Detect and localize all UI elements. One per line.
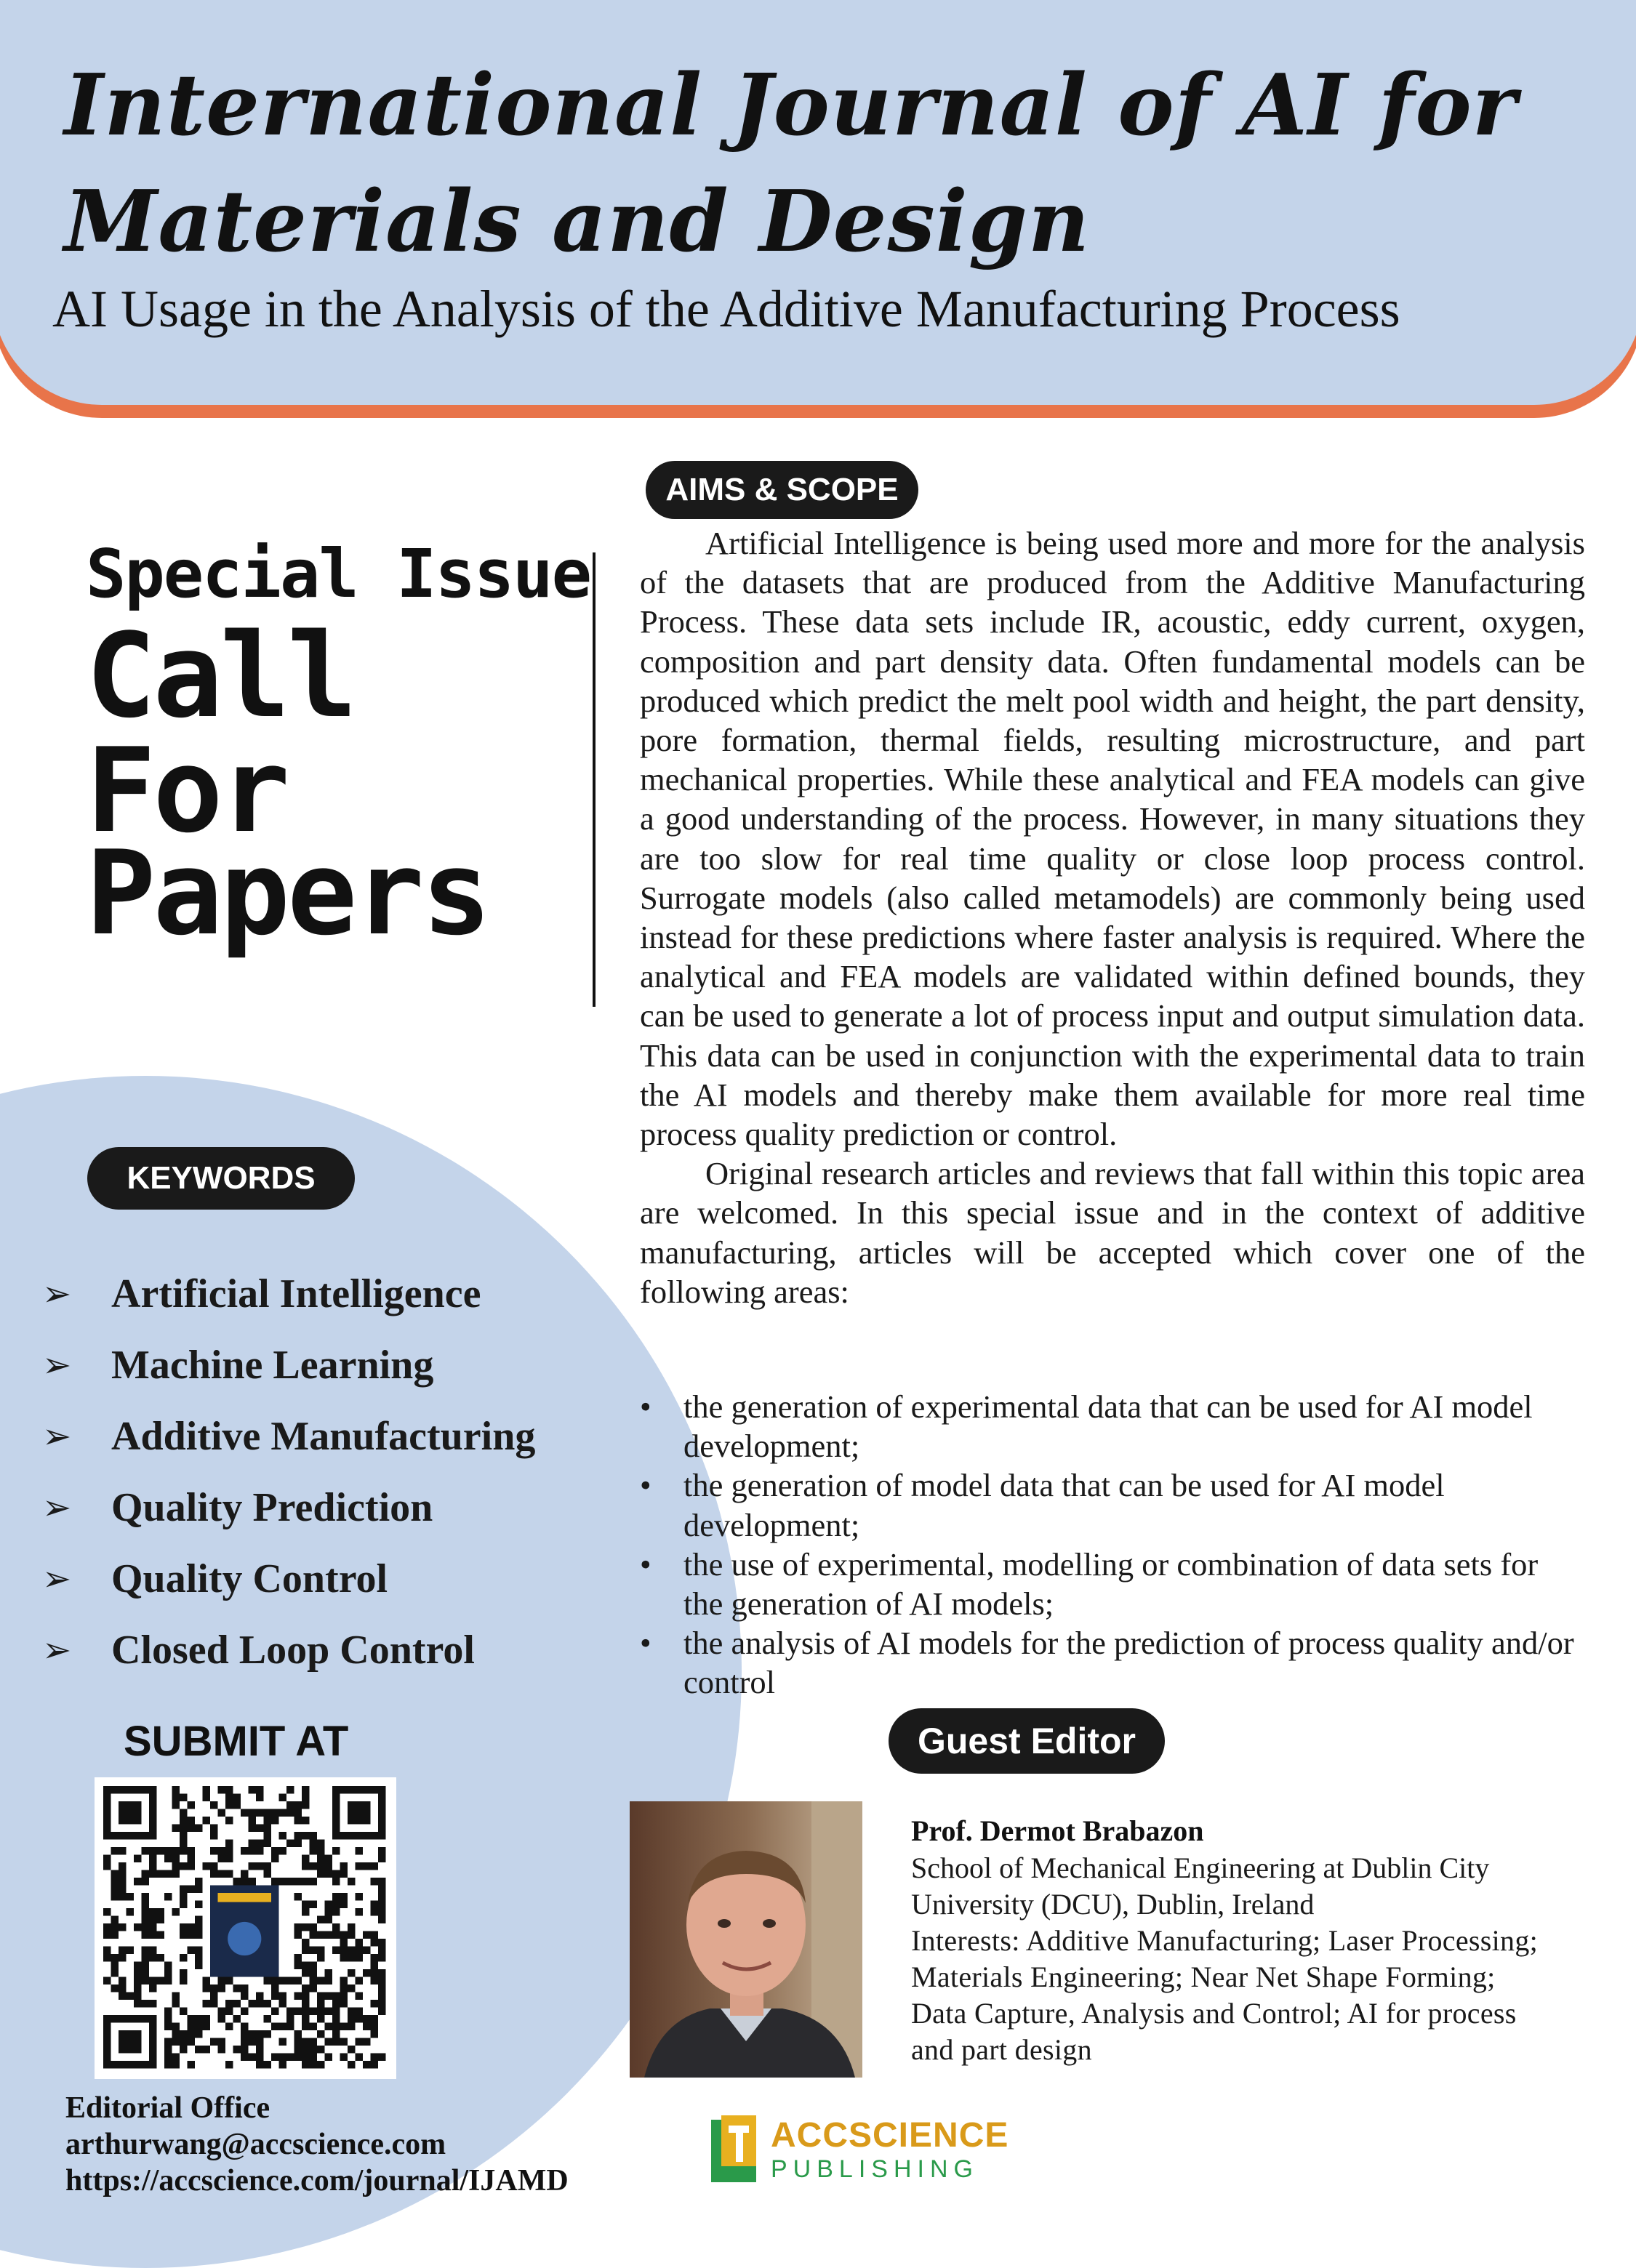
- submit-at-label: SUBMIT AT: [124, 1718, 349, 1765]
- keyword-item: [42, 1550, 535, 1621]
- keyword-item: [42, 1336, 535, 1407]
- editorial-email-link[interactable]: arthurwang@accscience.com: [65, 2128, 446, 2161]
- list-item: • the generation of experimental data that can be used for AI model development;: [640, 1387, 1585, 1465]
- editor-photo: [630, 1801, 862, 2078]
- keyword-label: Closed Loop Control: [111, 1628, 475, 1673]
- aims-paragraph-2: Original research articles and reviews that fall within this topic area are welcomed. In this special issue and in the context of additive manufacturing, articles will be accepted which cover one of the following areas:: [640, 1155, 1585, 1310]
- cfp-call: Call: [86, 608, 355, 744]
- journal-title: [64, 47, 1555, 280]
- publisher-name: ACCSCIENCE: [771, 2116, 1009, 2155]
- arrow-bullet-icon: ➢: [42, 1274, 72, 1314]
- topic-areas-list: [640, 1387, 1585, 1702]
- aims-scope-pill: AIMS & SCOPE: [646, 461, 918, 519]
- keywords-pill: KEYWORDS: [87, 1147, 355, 1210]
- arrow-bullet-icon: ➢: [42, 1345, 72, 1386]
- guest-editor-pill: Guest Editor: [889, 1708, 1165, 1774]
- keyword-label: Machine Learning: [111, 1343, 434, 1388]
- list-item: • the generation of model data that can be used for AI model development;: [640, 1465, 1585, 1544]
- editor-interests: Interests: Additive Manufacturing; Laser Processing; Materials Engineering; Near Net Shape Forming; Data Capture, Analysis and Control; AI for process and part design: [911, 1924, 1539, 2066]
- list-item: • the analysis of AI models for the prediction of process quality and/or control: [640, 1623, 1585, 1702]
- editorial-office: [65, 2090, 569, 2199]
- aims-scope-body: [640, 523, 1585, 1311]
- editor-affiliation: School of Mechanical Engineering at Dublin City University (DCU), Dublin, Ireland: [911, 1851, 1490, 1921]
- editorial-heading: Editorial Office: [65, 2091, 270, 2125]
- arrow-bullet-icon: ➢: [42, 1416, 72, 1457]
- journal-url-link[interactable]: https://accscience.com/journal/IJAMD: [65, 2164, 569, 2197]
- aims-paragraph-1: Artificial Intelligence is being used more and more for the analysis of the datasets that are produced from the Additive Manufacturing Process. These data sets include IR, acoustic, eddy current, oxygen, composition and part density data. Often fundamental models can be produced which predict the melt pool width and height, the part density, pore formation, thermal fields, resulting microstructure, and part mechanical properties. While these analytical and FEA models can give a good understanding of the process. However, in many situations they are too slow for real time quality or close loop process control. Surrogate models (also called metamodels) are commonly being used instead for these predictions where faster analysis is required. Where the analytical and FEA models are validated within defined bounds, they can be used to generate a lot of process input and output simulation data. This data can be used in conjunction with the experimental data to train the AI models and thereby make them available for more real time process quality prediction or control.: [640, 525, 1585, 1153]
- cfp-for: For: [86, 723, 287, 858]
- keyword-item: [42, 1621, 535, 1692]
- keywords-list: [42, 1265, 535, 1692]
- special-issue-label: Special Issue: [86, 535, 591, 613]
- publisher-subtitle: PUBLISHING: [771, 2155, 979, 2183]
- keyword-label: Artificial Intelligence: [111, 1271, 481, 1316]
- keyword-label: Quality Control: [111, 1556, 388, 1601]
- vertical-divider: [593, 552, 596, 1007]
- keyword-label: Quality Prediction: [111, 1485, 433, 1530]
- keyword-item: [42, 1479, 535, 1550]
- publisher-logo-icon: [711, 2115, 762, 2184]
- keyword-item: [42, 1407, 535, 1479]
- arrow-bullet-icon: ➢: [42, 1487, 72, 1528]
- arrow-bullet-icon: ➢: [42, 1630, 72, 1670]
- special-issue-topic: AI Usage in the Analysis of the Additive Manufacturing Process: [52, 280, 1400, 338]
- journal-title-line2: Materials and Design: [64, 172, 1091, 271]
- journal-title-line1: International Journal of AI for: [64, 56, 1517, 155]
- keyword-item: [42, 1265, 535, 1336]
- qr-code-icon: [95, 1777, 396, 2079]
- list-item: • the use of experimental, modelling or combination of data sets for the generation of AI models;: [640, 1545, 1585, 1623]
- editor-details: [911, 1850, 1544, 2068]
- arrow-bullet-icon: ➢: [42, 1559, 72, 1599]
- keyword-label: Additive Manufacturing: [111, 1414, 536, 1459]
- editor-name: Prof. Dermot Brabazon: [911, 1814, 1204, 1847]
- submission-qr-code[interactable]: [95, 1777, 396, 2079]
- cfp-papers: Papers: [86, 825, 489, 961]
